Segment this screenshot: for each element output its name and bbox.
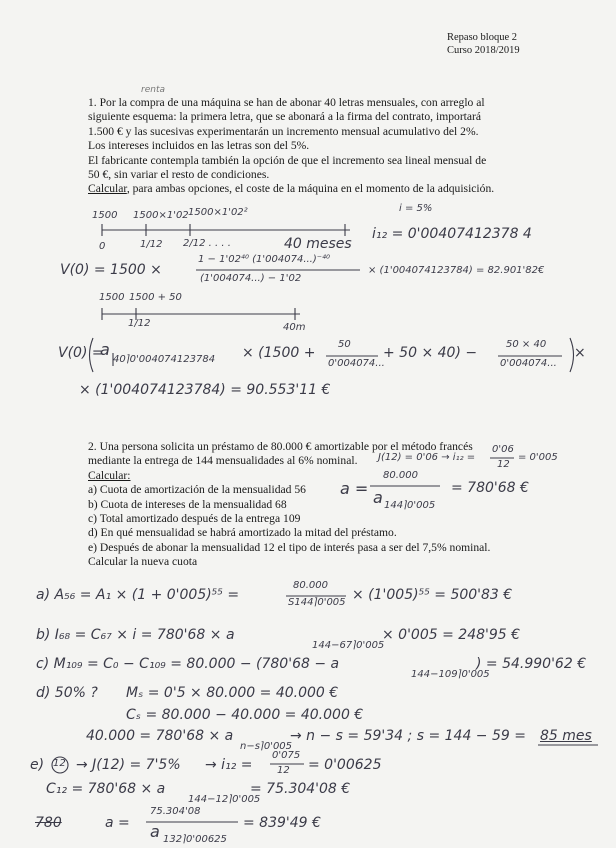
- j12-lhs: J(12) = 0'06 → i₁₂ =: [378, 452, 476, 463]
- rate-label: i = 5%: [399, 203, 433, 214]
- timeline-label-third: 1500×1'02²: [188, 207, 248, 218]
- problem-2-calc-label: Calcular:: [88, 468, 131, 482]
- problem-1-line: 1.500 € y las sucesivas experimentarán un incremento mensual acumulativo del 2%.: [88, 124, 479, 138]
- problem-1-line: 50 €, sin variar el resto de condiciones.: [88, 168, 270, 182]
- timeline-label-second: 1500×1'02: [133, 210, 189, 221]
- problem-2-item: c) Total amortizado después de la entrega 109: [88, 512, 301, 526]
- v0-result: × (1'004074123784) = 82.901'82€: [368, 265, 545, 276]
- problem-2-item: d) En qué mensualidad se habrá amortizado la mitad del préstamo.: [88, 526, 397, 540]
- v0b-end: ×: [574, 345, 586, 361]
- answer-e-new-quota-result: = 839'49 €: [243, 815, 321, 831]
- answer-c: c) M₁₀₉ = C₀ − C₁₀₉ = 80.000 − (780'68 − a: [36, 656, 340, 672]
- problem-2-item: Calcular la nueva cuota: [88, 555, 198, 569]
- header-course: Curso 2018/2019: [447, 45, 520, 56]
- problem-1-line: El fabricante contempla también la opción de que el incremento sea lineal mensual de: [88, 153, 487, 167]
- answer-c-sub: 144−109⌉0'005: [411, 669, 490, 680]
- page-header: [447, 31, 520, 57]
- answer-d-final: 85 mes: [540, 728, 592, 744]
- answer-e-i12-num: 0'075: [272, 750, 301, 761]
- crossed-out-draft: 780: [35, 815, 62, 831]
- timeline2-label-40: 40m: [283, 322, 306, 333]
- j12-num: 0'06: [492, 444, 514, 455]
- v0b-result: × (1'004074123784) = 90.553'11 €: [79, 382, 331, 398]
- problem-1-line: siguiente esquema: la primera letra, que se abonará a la firma del contrato, importará: [88, 110, 482, 124]
- problem-2-item: a) Cuota de amortización de la mensualidad 56: [88, 483, 306, 497]
- v0b-frac1-den: 0'004074...: [328, 358, 385, 369]
- answer-a-result: × (1'005)⁵⁵ = 500'83 €: [352, 587, 513, 603]
- problem-2-item: b) Cuota de intereses de la mensualidad 68: [88, 497, 287, 511]
- calc-label: Calcular: [88, 182, 127, 196]
- quota-lhs: a =: [340, 479, 369, 498]
- answer-d-m: Mₛ = 0'5 × 80.000 = 40.000 €: [126, 685, 339, 701]
- problem-1-task: [88, 182, 520, 196]
- quota-den: a: [373, 488, 383, 507]
- answer-e-c12: C₁₂ = 780'68 × a: [46, 781, 166, 797]
- answer-e-i12-den: 12: [277, 765, 290, 776]
- v0-frac-num: 1 − 1'02⁴⁰ (1'004074...)⁻⁴⁰: [198, 254, 331, 265]
- answer-d-c: Cₛ = 80.000 − 40.000 = 40.000 €: [126, 707, 364, 723]
- problem-2-item: e) Después de abonar la mensualidad 12 el tipo de interés pasa a ser del 7,5% nominal.: [88, 540, 491, 554]
- answer-b: b) I₆₈ = C₆₇ × i = 780'68 × a: [36, 627, 235, 643]
- answer-e-rate: → J(12) = 7'5%: [76, 757, 181, 773]
- quota-num: 80.000: [383, 470, 418, 481]
- answer-d-sub: n−s⌉0'005: [240, 741, 293, 752]
- answer-e-new-quota-num: 75.304'08: [150, 806, 201, 817]
- timeline2-label-plus: 1500 + 50: [129, 292, 182, 303]
- v0b-mid: × (1500 +: [242, 345, 316, 361]
- j12-result: = 0'005: [518, 452, 558, 463]
- answer-b-result: × 0'005 = 248'95 €: [382, 627, 521, 643]
- problem-1-line: 1. Por la compra de una máquina se han de abonar 40 letras mensuales, con arreglo al: [88, 96, 485, 109]
- timeline-label-zero: 0: [99, 241, 106, 252]
- answer-a: a) A₅₆ = A₁ × (1 + 0'005)⁵⁵ =: [36, 587, 240, 603]
- answer-e-new-quota-lhs: a =: [105, 815, 130, 831]
- answer-e-circled-12: 12: [53, 758, 66, 769]
- v0-frac-den: (1'004074...) − 1'02: [200, 273, 302, 284]
- answer-d-result: → n − s = 59'34 ; s = 144 − 59 =: [290, 728, 526, 744]
- v0b-annuity-sub: 40⌉0'004074123784: [113, 354, 216, 365]
- quota-den-sub: 144⌉0'005: [384, 500, 436, 511]
- timeline-label-2-12: 2/12 . . . .: [183, 238, 231, 249]
- problem-1-statement: [88, 96, 520, 197]
- v0-lhs: V(0) = 1500 ×: [60, 262, 162, 278]
- v0b-frac2-den: 0'004074...: [500, 358, 557, 369]
- pencil-annotation: renta: [141, 85, 165, 95]
- answer-c-result: ) = 54.990'62 €: [476, 656, 587, 672]
- timeline2-label-1-12: 1/12: [128, 318, 151, 329]
- v0b-frac1-num: 50: [338, 339, 351, 350]
- answer-d: d) 50% ?: [36, 685, 98, 701]
- answer-b-sub: 144−67⌉0'005: [312, 640, 385, 651]
- answer-a-num: 80.000: [293, 580, 328, 591]
- v0b-lhs: V(0) =: [58, 345, 104, 361]
- answer-a-den: S144⌉0'005: [288, 597, 346, 608]
- problem-2-intro: 2. Una persona solicita un préstamo de 80.000 € amortizable por el método francés: [88, 440, 473, 453]
- answer-e-c12-result: = 75.304'08 €: [250, 781, 351, 797]
- timeline-label-40: 40 meses: [284, 236, 352, 252]
- v0b-close-bracket: [570, 338, 574, 372]
- timeline-label-1500: 1500: [92, 210, 118, 221]
- calc-text: , para ambas opciones, el coste de la máquina en el momento de la adquisición.: [126, 182, 495, 196]
- quota-result: = 780'68 €: [451, 480, 529, 496]
- problem-2-intro: mediante la entrega de 144 mensualidades al 6% nominal.: [88, 454, 358, 468]
- answer-e-i12: → i₁₂ =: [205, 757, 253, 773]
- v0b-annuity-symbol: a: [100, 340, 110, 359]
- v0b-mid2: + 50 × 40) −: [383, 345, 478, 361]
- answer-d-eq: 40.000 = 780'68 × a: [86, 728, 234, 744]
- header-title: Repaso bloque 2: [447, 32, 517, 43]
- i12-result: i₁₂ = 0'00407412378 4: [372, 226, 532, 242]
- timeline2-label-1500: 1500: [99, 292, 125, 303]
- answer-e-new-quota-sub: 132⌉0'00625: [163, 834, 227, 845]
- answer-e-i12-result: = 0'00625: [308, 757, 382, 773]
- problem-1-line: Los intereses incluidos en las letras son del 5%.: [88, 139, 310, 153]
- j12-den: 12: [497, 459, 510, 470]
- v0b-frac2-num: 50 × 40: [506, 339, 547, 350]
- answer-e-new-quota-den: a: [150, 822, 160, 841]
- answer-e-c12-sub: 144−12⌉0'005: [188, 794, 261, 805]
- timeline-label-1-12: 1/12: [140, 239, 163, 250]
- answer-e: e): [30, 757, 45, 773]
